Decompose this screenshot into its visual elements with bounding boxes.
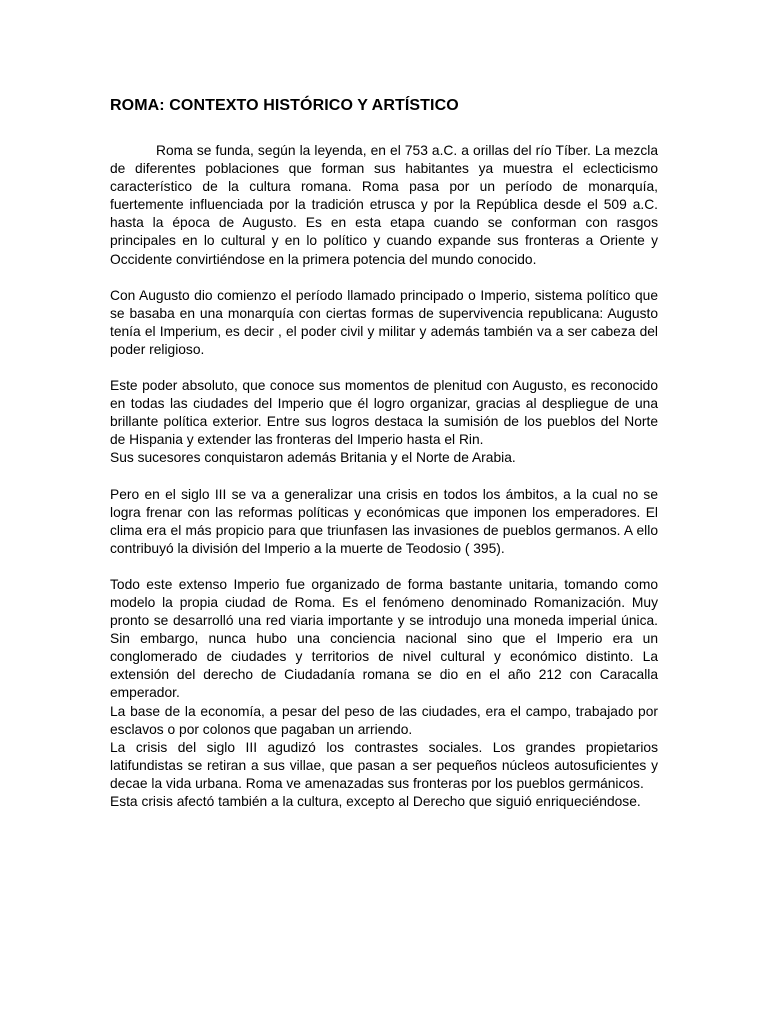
- paragraph-social-contrasts: La crisis del siglo III agudizó los contrastes sociales. Los grandes propietarios latifundistas se retiran a sus villae, que pasan a ser pequeños núcleos autosuficientes y decae la vida urbana. Roma ve amenazadas sus fronteras por los pueblos germánicos.: [110, 739, 658, 791]
- paragraph-culture-law: Esta crisis afectó también a la cultura, excepto al Derecho que siguió enriqueciéndose.: [110, 794, 641, 809]
- paragraph-absolute-power: Este poder absoluto, que conoce sus momentos de plenitud con Augusto, es reconocido en todas las ciudades del Imperio que él logro organizar, gracias al despliegue de una brillante política exterior. Entre sus logros destaca la sumisión de los pueblos del Norte de Hispania y extender las fronteras del Imperio hasta el Rin.: [110, 378, 658, 448]
- paragraph-crisis-third-century: Pero en el siglo III se va a generalizar una crisis en todos los ámbitos, a la cual no se logra frenar con las reformas políticas y económicas que imponen los emperadores. El clima era el más propicio para que triunfasen las invasiones de pueblos germanos. A ello contribuyó la división del Imperio a la muerte de Teodosio ( 395).: [110, 486, 658, 556]
- paragraph-romanization: Todo este extenso Imperio fue organizado de forma bastante unitaria, tomando como modelo la propia ciudad de Roma. Es el fenómeno denominado Romanización. Muy pronto se desarrolló una red viaria importante y se introdujo una moneda imperial única. Sin embargo, nunca hubo una conciencia nacional sino que el Imperio era un conglomerado de ciudades y territorios de nivel cultural y económico distinto. La extensión del derecho de Ciudadanía romana se dio en el año 212 con Caracalla emperador.: [110, 576, 658, 701]
- paragraph-founding: Roma se funda, según la leyenda, en el 753 a.C. a orillas del río Tíber. La mezcla de diferentes poblaciones que forman sus habitantes ya muestra el eclecticismo característico de la cultura romana. Roma pasa por un período de monarquía, fuertemente influenciada por la tradición etrusca y por la República desde el 509 a.C. hasta la época de Augusto. Es en esta etapa cuando se conforman con rasgos principales en lo cultural y en lo político y cuando expande sus fronteras a Oriente y Occidente convirtiéndose en la primera potencia del mundo conocido.: [110, 143, 658, 267]
- paragraph-augustus: Con Augusto dio comienzo el período llamado principado o Imperio, sistema político que se basaba en una monarquía con ciertas formas de supervivencia republicana: Augusto tenía el Imperium, es decir , el poder civil y militar y además también va a ser cabeza del poder religioso.: [110, 287, 658, 357]
- document-page: [110, 96, 658, 811]
- paragraph-economy: La base de la economía, a pesar del peso de las ciudades, era el campo, trabajado por esclavos o por colonos que pagaban un arriendo.: [110, 703, 658, 737]
- paragraph-successors: Sus sucesores conquistaron además Britania y el Norte de Arabia.: [110, 450, 516, 466]
- document-title: ROMA: CONTEXTO HISTÓRICO Y ARTÍSTICO: [110, 97, 459, 114]
